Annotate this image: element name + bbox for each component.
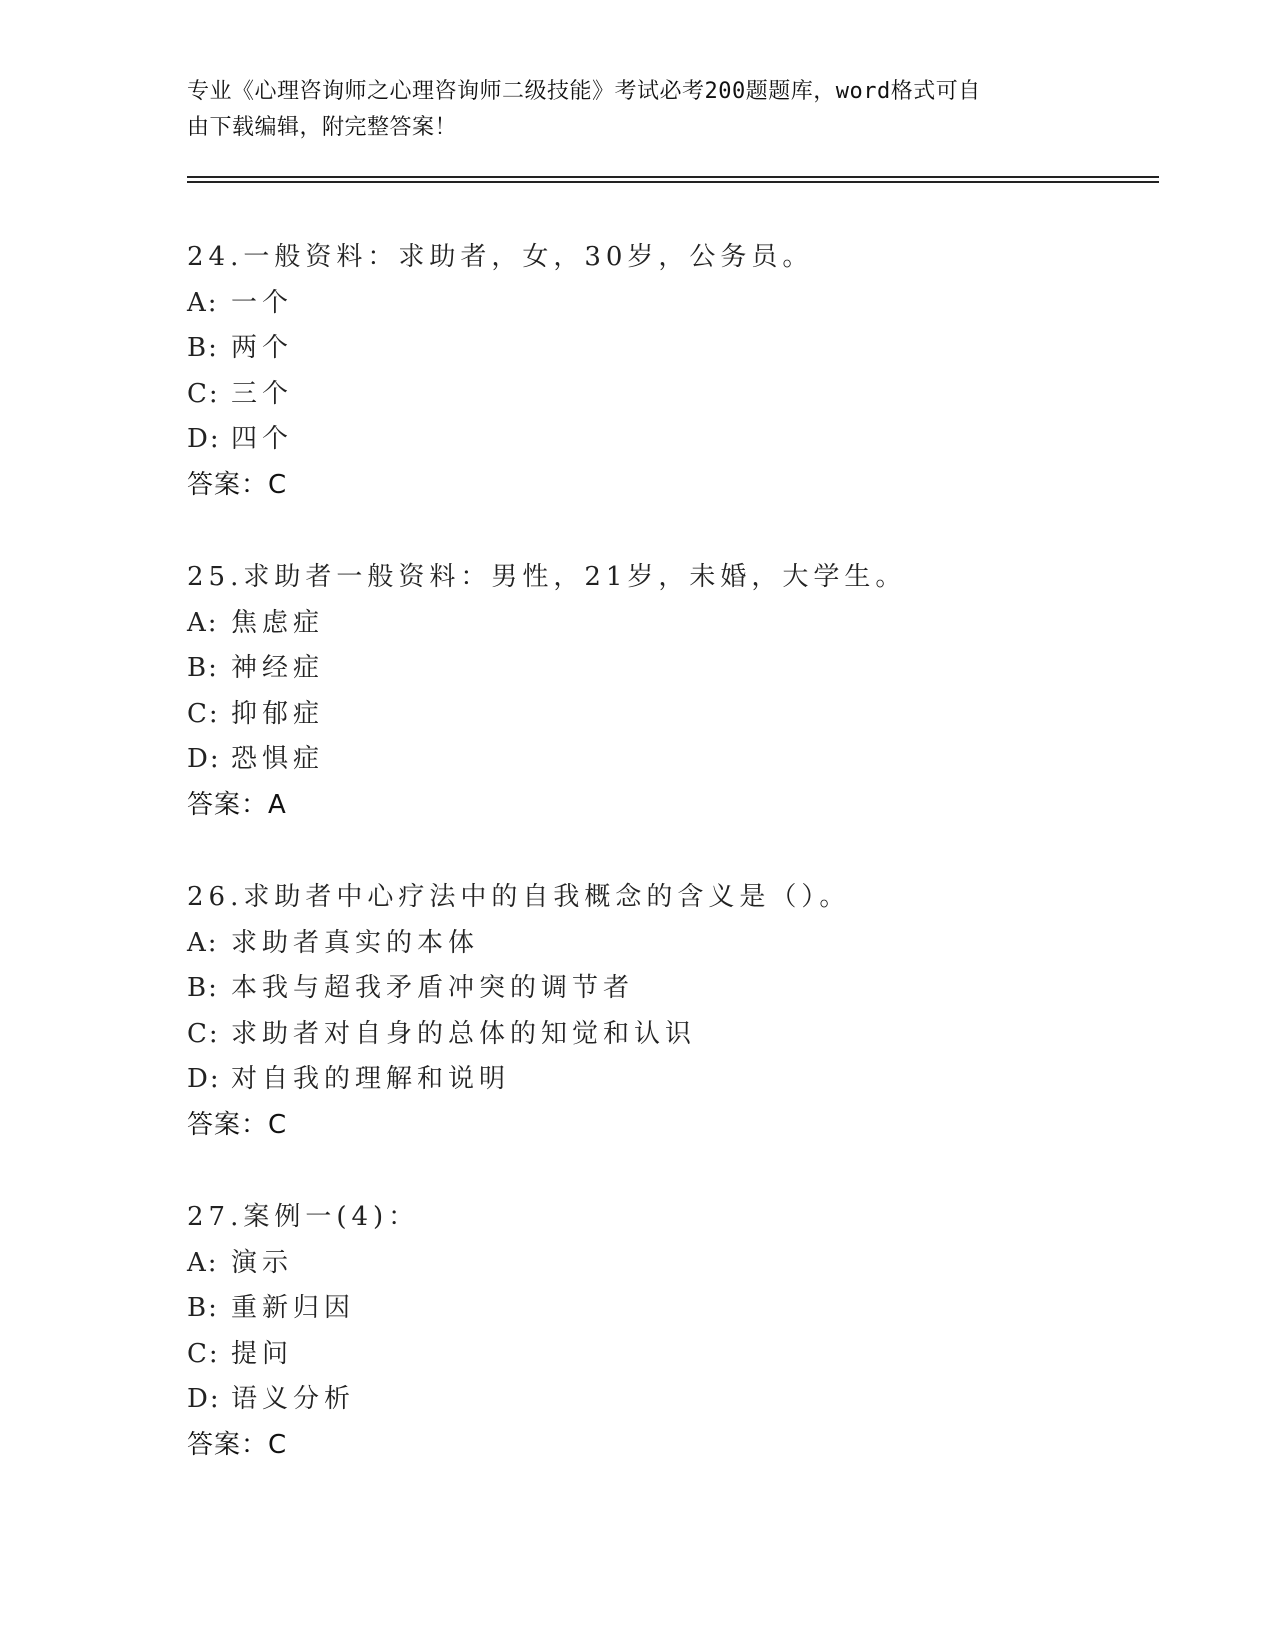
option-text: 四个 [231, 424, 294, 454]
option-c [187, 692, 1187, 738]
header-divider-top [187, 176, 1159, 178]
option-b [187, 966, 1187, 1012]
answer-line: 答案：C [187, 469, 288, 500]
option-text: 焦虑症 [231, 607, 325, 638]
answer-line: 答案：A [187, 789, 287, 820]
option-d [187, 1057, 1187, 1103]
option-text: 提问 [231, 1338, 294, 1369]
option-a [187, 1241, 1187, 1287]
question-25 [187, 555, 1187, 875]
option-text: 求助者真实的本体 [231, 927, 480, 958]
question-stem: 27.案例一(4)： [187, 1202, 420, 1232]
option-key: B: [187, 973, 219, 1003]
option-key: B: [187, 1293, 219, 1323]
question-26 [187, 875, 1187, 1195]
option-key: D: [187, 1384, 221, 1414]
question-24 [187, 235, 1187, 555]
option-d [187, 737, 1187, 783]
option-key: C: [187, 1018, 220, 1049]
option-key: D: [187, 744, 221, 774]
option-b [187, 646, 1187, 692]
option-a [187, 281, 1187, 327]
option-key: C: [187, 1338, 220, 1369]
option-a [187, 601, 1187, 647]
option-text: 一个 [231, 287, 294, 318]
option-text: 对自我的理解和说明 [231, 1064, 511, 1094]
option-text: 演示 [231, 1247, 294, 1278]
option-key: A: [187, 287, 219, 318]
answer-line: 答案：C [187, 1109, 288, 1140]
option-text: 重新归因 [231, 1293, 356, 1323]
option-text: 抑郁症 [231, 698, 325, 729]
option-key: B: [187, 333, 219, 363]
option-b [187, 1286, 1187, 1332]
option-text: 三个 [231, 378, 294, 409]
question-list [187, 235, 1187, 1515]
option-d [187, 417, 1187, 463]
option-b [187, 326, 1187, 372]
option-text: 本我与超我矛盾冲突的调节者 [231, 973, 635, 1003]
question-stem: 25.求助者一般资料：男性，21岁，未婚，大学生。 [187, 562, 907, 592]
option-a [187, 921, 1187, 967]
option-key: B: [187, 653, 219, 683]
option-d [187, 1377, 1187, 1423]
option-key: D: [187, 1064, 221, 1094]
option-text: 恐惧症 [231, 744, 325, 774]
option-text: 两个 [231, 333, 294, 363]
header-divider-bottom [187, 181, 1159, 183]
question-27 [187, 1195, 1187, 1515]
option-key: A: [187, 607, 219, 638]
option-key: C: [187, 378, 220, 409]
option-text: 求助者对自身的总体的知觉和认识 [231, 1018, 697, 1049]
intro-line-1: 专业《心理咨询师之心理咨询师二级技能》考试必考200题题库，word格式可自 [187, 79, 981, 104]
answer-line: 答案：C [187, 1429, 288, 1460]
intro-line-2: 由下载编辑，附完整答案！ [187, 115, 458, 140]
option-c [187, 1332, 1187, 1378]
option-c [187, 1012, 1187, 1058]
option-key: A: [187, 927, 219, 958]
option-c [187, 372, 1187, 418]
question-stem: 26.求助者中心疗法中的自我概念的含义是（）。 [187, 882, 851, 912]
option-text: 语义分析 [231, 1384, 356, 1414]
document-intro [187, 74, 1067, 146]
option-key: C: [187, 698, 220, 729]
option-text: 神经症 [231, 653, 325, 683]
question-stem: 24.一般资料：求助者，女，30岁，公务员。 [187, 242, 814, 272]
option-key: A: [187, 1247, 219, 1278]
option-key: D: [187, 424, 221, 454]
